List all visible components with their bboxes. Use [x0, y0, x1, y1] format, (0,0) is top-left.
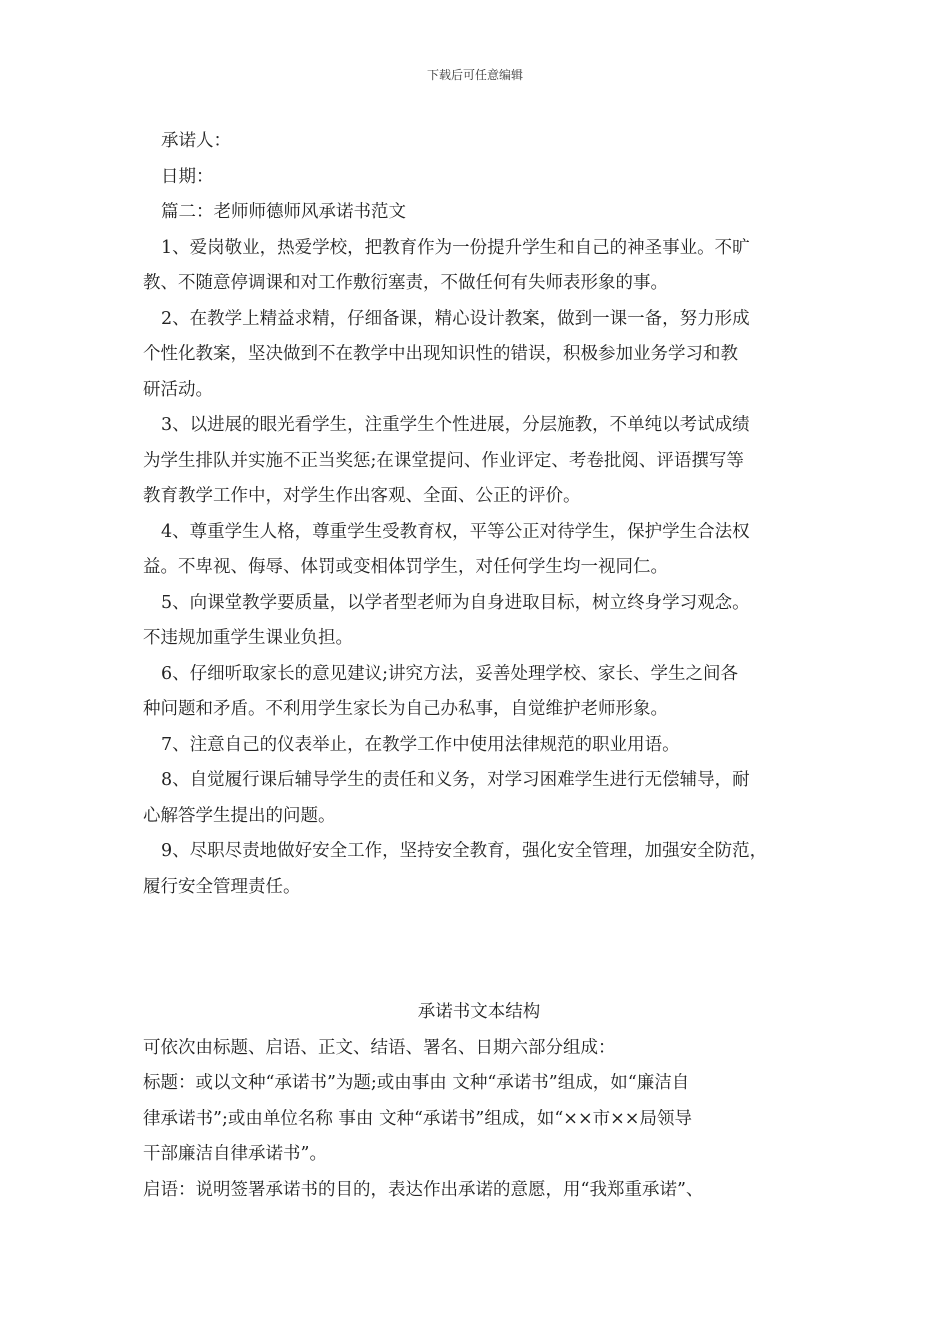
- pledge-line: 8、自觉履行课后辅导学生的责任和义务，对学习困难学生进行无偿辅导，耐: [161, 770, 750, 790]
- pledge-line: 1、爱岗敬业，热爱学校，把教育作为一份提升学生和自己的神圣事业。不旷: [161, 237, 750, 258]
- pledge-item-7: [143, 728, 815, 764]
- pledge-item-1: [143, 231, 815, 302]
- pledge-line: 5、向课堂教学要质量，以学者型老师为自身进取目标，树立终身学习观念。: [161, 592, 750, 613]
- pledge-line: 履行安全管理责任。: [143, 876, 301, 897]
- pledge-line: 种问题和矛盾。不利用学生家长为自己办私事，自觉维护老师形象。: [143, 699, 668, 719]
- pledge-line: 3、以进展的眼光看学生，注重学生个性进展，分层施教，不单纯以考试成绩: [161, 415, 750, 435]
- paragraph-line: 启语：说明签署承诺书的目的，表达作出承诺的意愿，用“我郑重承诺”、: [143, 1179, 704, 1200]
- pledge-line: 研活动。: [143, 379, 213, 400]
- paragraph-line: 干部廉洁自律承诺书”。: [143, 1144, 327, 1164]
- pledge-line: 6、仔细听取家长的意见建议;讲究方法，妥善处理学校、家长、学生之间各: [161, 663, 739, 684]
- structure-intro: 可依次由标题、启语、正文、结语、署名、日期六部分组成：: [143, 1037, 616, 1058]
- pledge-item-5: [143, 586, 815, 657]
- structure-title: 承诺书文本结构: [417, 1002, 541, 1022]
- pledge-line: 为学生排队并实施不正当奖惩;在课堂提问、作业评定、考卷批阅、评语撰写等: [143, 450, 744, 471]
- pledge-line: 2、在教学上精益求精，仔细备课，精心设计教案，做到一课一备，努力形成: [161, 308, 750, 329]
- structure-opening-paragraph: [143, 1173, 815, 1209]
- pledge-item-4: [143, 515, 815, 586]
- paragraph-line: 律承诺书”;或由单位名称 事由 文种“承诺书”组成，如“××市××局领导: [143, 1108, 692, 1129]
- pledge-line: 心解答学生提出的问题。: [143, 805, 336, 826]
- pledge-item-9: [143, 834, 815, 905]
- pledge-line: 7、注意自己的仪表举止，在教学工作中使用法律规范的职业用语。: [161, 734, 680, 755]
- pledge-item-2: [143, 302, 815, 409]
- page-header: 下载后可任意编辑: [426, 68, 523, 82]
- pledge-line: 益。不卑视、侮辱、体罚或变相体罚学生，对任何学生均一视同仁。: [143, 557, 668, 577]
- pledge-line: 不违规加重学生课业负担。: [143, 628, 353, 648]
- pledge-line: 教、不随意停调课和对工作敷衍塞责，不做任何有失师表形象的事。: [143, 273, 668, 293]
- section-spacer: [143, 905, 815, 995]
- date-line: 日期：: [161, 166, 214, 187]
- pledge-item-6: [143, 657, 815, 728]
- pledge-line: 教育教学工作中，对学生作出客观、全面、公正的评价。: [143, 486, 581, 506]
- signer-line: 承诺人：: [161, 131, 231, 151]
- pledge-item-3: [143, 408, 815, 515]
- document-body: [143, 124, 815, 1208]
- structure-title-paragraph: [143, 1066, 815, 1173]
- section-heading: 篇二：老师师德师风承诺书范文: [161, 202, 406, 222]
- pledge-line: 9、尽职尽责地做好安全工作，坚持安全教育，强化安全管理，加强安全防范，: [161, 841, 768, 861]
- pledge-line: 4、尊重学生人格，尊重学生受教育权，平等公正对待学生，保护学生合法权: [161, 521, 750, 542]
- paragraph-line: 标题：或以文种“承诺书”为题;或由事由 文种“承诺书”组成，如“廉洁自: [143, 1073, 690, 1093]
- pledge-item-8: [143, 763, 815, 834]
- pledge-line: 个性化教案，坚决做到不在教学中出现知识性的错误，积极参加业务学习和教: [143, 344, 738, 364]
